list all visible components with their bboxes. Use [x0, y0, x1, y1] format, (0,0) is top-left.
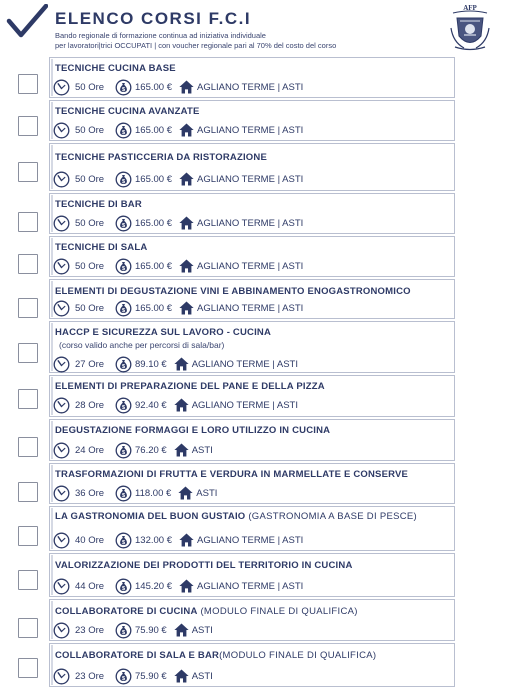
- course-name-text: HACCP E SICUREZZA SUL LAVORO - CUCINA: [55, 327, 272, 338]
- page-title: ELENCO CORSI F.C.I: [55, 9, 252, 28]
- course-price: 165.00 €: [135, 260, 172, 272]
- stopwatch-icon: [53, 215, 70, 232]
- money-bag-icon: [115, 356, 132, 373]
- page-subtitle: [55, 31, 435, 51]
- course-price: 92.40 €: [135, 399, 167, 411]
- stopwatch-icon: [53, 79, 70, 96]
- svg-text:$: $: [121, 307, 126, 314]
- money-bag-icon: [115, 622, 132, 639]
- course-card: [49, 279, 455, 319]
- course-location: AGLIANO TERME | ASTI: [191, 358, 298, 370]
- course-hours: 50 Ore: [75, 124, 105, 136]
- course-price: 75.90 €: [135, 624, 167, 636]
- course-checkbox[interactable]: [18, 482, 38, 502]
- house-icon: [172, 80, 194, 94]
- course-name-suffix: (MODULO FINALE DI QUALIFICA): [219, 650, 377, 661]
- course-hours: 40 Ore: [75, 534, 105, 546]
- course-hours: 23 Ore: [75, 670, 105, 682]
- course-hours: 23 Ore: [75, 624, 105, 636]
- course-name: [55, 63, 176, 74]
- course-name-text: TECNICHE DI SALA: [55, 242, 148, 253]
- house-icon: [172, 259, 194, 273]
- money-bag-icon: [115, 300, 132, 317]
- course-price: 75.90 €: [135, 670, 167, 682]
- money-bag-icon: [115, 171, 132, 188]
- course-location: AGLIANO TERME | ASTI: [196, 260, 304, 272]
- course-info: [53, 355, 298, 373]
- course-checkbox[interactable]: [18, 570, 38, 590]
- money-bag-icon: [115, 79, 132, 96]
- subtitle-line-2: per lavoratori|trici OCCUPATI | con voucher regionale pari al 70% del costo del corso: [55, 41, 337, 50]
- course-name: [55, 469, 408, 480]
- svg-text:$: $: [121, 585, 126, 592]
- house-icon: [167, 623, 189, 637]
- course-location: ASTI: [191, 670, 213, 682]
- course-price: 165.00 €: [135, 124, 172, 136]
- course-hours: 50 Ore: [75, 260, 105, 272]
- course-card: [49, 643, 455, 687]
- course-location: ASTI: [191, 624, 213, 636]
- course-name: [55, 242, 147, 253]
- course-info: [53, 214, 303, 232]
- course-info: [53, 577, 303, 595]
- house-icon: [172, 533, 194, 547]
- course-price: 165.00 €: [135, 173, 172, 185]
- course-card: [49, 57, 455, 98]
- stopwatch-icon: [53, 122, 70, 139]
- svg-text:$: $: [121, 449, 126, 456]
- page-header: [0, 0, 505, 56]
- course-name: [55, 152, 267, 163]
- course-location: AGLIANO TERME | ASTI: [196, 534, 304, 546]
- course-location: ASTI: [191, 444, 213, 456]
- course-card: [49, 236, 455, 277]
- course-name-text: ELEMENTI DI DEGUSTAZIONE VINI E ABBINAMENTO ENOGASTRONOMICO: [55, 286, 411, 297]
- course-checkbox[interactable]: [18, 212, 38, 232]
- svg-text:$: $: [121, 539, 126, 546]
- course-info: [53, 531, 303, 549]
- course-price: 132.00 €: [135, 534, 172, 546]
- course-checkbox[interactable]: [18, 389, 38, 409]
- money-bag-icon: [115, 397, 132, 414]
- course-checkbox[interactable]: [18, 618, 38, 638]
- house-icon: [172, 172, 194, 186]
- course-hours: 50 Ore: [75, 173, 105, 185]
- stopwatch-icon: [53, 258, 70, 275]
- course-card: [49, 506, 455, 551]
- course-price: 76.20 €: [135, 444, 167, 456]
- course-card: [49, 553, 455, 597]
- house-icon: [167, 357, 189, 371]
- course-name: [55, 650, 376, 661]
- course-checkbox[interactable]: [18, 437, 38, 457]
- course-name: [55, 560, 353, 571]
- course-location: AGLIANO TERME | ASTI: [196, 217, 304, 229]
- stopwatch-icon: [53, 622, 70, 639]
- course-checkbox[interactable]: [18, 254, 38, 274]
- logo: [447, 2, 493, 54]
- course-card: [49, 193, 455, 234]
- course-price: 89.10 €: [135, 358, 167, 370]
- course-name-text: TECNICHE CUCINA BASE: [55, 63, 176, 74]
- course-info: [53, 396, 298, 414]
- checkmark-icon: [6, 4, 48, 40]
- course-row: [0, 57, 505, 98]
- stopwatch-icon: [53, 668, 70, 685]
- course-hours: 50 Ore: [75, 81, 105, 93]
- course-info: [53, 299, 303, 317]
- stopwatch-icon: [53, 300, 70, 317]
- money-bag-icon: [115, 668, 132, 685]
- course-location: AGLIANO TERME | ASTI: [196, 302, 304, 314]
- course-info: [53, 121, 303, 139]
- course-name-suffix: (GASTRONOMIA A BASE DI PESCE): [245, 511, 418, 522]
- course-name: [55, 199, 142, 210]
- course-location: ASTI: [196, 487, 218, 499]
- house-icon: [172, 123, 194, 137]
- stopwatch-icon: [53, 397, 70, 414]
- svg-text:$: $: [121, 404, 126, 411]
- course-name-text: COLLABORATORE DI SALA E BAR: [55, 650, 220, 661]
- house-icon: [172, 579, 194, 593]
- house-icon: [172, 216, 194, 230]
- svg-text:$: $: [121, 492, 126, 499]
- course-location: AGLIANO TERME | ASTI: [196, 580, 304, 592]
- course-hours: 24 Ore: [75, 444, 105, 456]
- course-info: [53, 441, 213, 459]
- svg-text:$: $: [121, 265, 126, 272]
- stopwatch-icon: [53, 171, 70, 188]
- course-row: [0, 419, 505, 461]
- course-row: [0, 100, 505, 141]
- course-row: [0, 506, 505, 551]
- logo-text: AFP: [463, 4, 477, 12]
- course-hours: 28 Ore: [75, 399, 105, 411]
- stopwatch-icon: [53, 356, 70, 373]
- subtitle-line-1: Bando regionale di formazione continua ad iniziativa individuale: [55, 31, 266, 40]
- course-price: 145.20 €: [135, 580, 172, 592]
- course-card: [49, 599, 455, 641]
- course-name-text: TECNICHE PASTICCERIA DA RISTORAZIONE: [55, 152, 267, 163]
- logo-emblem-icon: [447, 2, 493, 54]
- course-checkbox[interactable]: [18, 162, 38, 182]
- course-name-text: TECNICHE DI BAR: [55, 199, 142, 210]
- course-row: [0, 463, 505, 504]
- course-info: [53, 484, 217, 502]
- course-location: AGLIANO TERME | ASTI: [191, 399, 298, 411]
- money-bag-icon: [115, 532, 132, 549]
- course-card: [49, 321, 455, 373]
- money-bag-icon: [115, 485, 132, 502]
- course-name-text: ELEMENTI DI PREPARAZIONE DEL PANE E DELLA PIZZA: [55, 381, 325, 392]
- course-checkbox[interactable]: [18, 298, 38, 318]
- course-row: [0, 321, 505, 373]
- stopwatch-icon: [53, 442, 70, 459]
- course-name-text: TECNICHE CUCINA AVANZATE: [55, 106, 200, 117]
- course-hours: 27 Ore: [75, 358, 105, 370]
- course-checkbox[interactable]: [18, 116, 38, 136]
- course-name-text: LA GASTRONOMIA DEL BUON GUSTAIO: [55, 511, 246, 522]
- course-card: [49, 463, 455, 504]
- course-hours: 50 Ore: [75, 302, 105, 314]
- course-name: [55, 606, 358, 617]
- course-row: [0, 143, 505, 191]
- course-name-suffix: (MODULO FINALE DI QUALIFICA): [197, 606, 358, 617]
- course-checkbox[interactable]: [18, 343, 38, 363]
- stopwatch-icon: [53, 485, 70, 502]
- money-bag-icon: [115, 122, 132, 139]
- course-info: [53, 78, 303, 96]
- course-info: [53, 621, 213, 639]
- course-name: [55, 286, 411, 297]
- svg-text:$: $: [121, 675, 126, 682]
- money-bag-icon: [115, 442, 132, 459]
- stopwatch-icon: [53, 578, 70, 595]
- course-name-text: DEGUSTAZIONE FORMAGGI E LORO UTILIZZO IN CUCINA: [55, 425, 331, 436]
- course-name: [55, 106, 199, 117]
- course-checkbox[interactable]: [18, 526, 38, 546]
- course-row: [0, 236, 505, 277]
- course-price: 165.00 €: [135, 217, 172, 229]
- course-row: [0, 279, 505, 319]
- house-icon: [167, 398, 189, 412]
- course-location: AGLIANO TERME | ASTI: [196, 124, 304, 136]
- course-checkbox[interactable]: [18, 658, 38, 678]
- course-card: [49, 143, 455, 191]
- course-card: [49, 100, 455, 141]
- course-card: [49, 419, 455, 461]
- course-info: [53, 170, 303, 188]
- house-icon: [167, 669, 189, 683]
- svg-text:$: $: [121, 629, 126, 636]
- house-icon: [167, 443, 189, 457]
- svg-text:$: $: [121, 363, 126, 370]
- course-location: AGLIANO TERME | ASTI: [196, 81, 304, 93]
- course-price: 118.00 €: [135, 487, 172, 499]
- course-row: [0, 643, 505, 687]
- course-price: 165.00 €: [135, 81, 172, 93]
- stopwatch-icon: [53, 532, 70, 549]
- money-bag-icon: [115, 215, 132, 232]
- course-name-text: VALORIZZAZIONE DEI PRODOTTI DEL TERRITORIO IN CUCINA: [55, 560, 353, 571]
- course-checkbox[interactable]: [18, 74, 38, 94]
- money-bag-icon: [115, 258, 132, 275]
- course-card: [49, 375, 455, 417]
- course-name: [55, 511, 417, 522]
- svg-text:$: $: [121, 86, 126, 93]
- course-row: [0, 599, 505, 641]
- course-price: 165.00 €: [135, 302, 172, 314]
- course-name: [55, 381, 325, 392]
- course-hours: 50 Ore: [75, 217, 105, 229]
- course-hours: 44 Ore: [75, 580, 105, 592]
- course-name: [55, 327, 271, 338]
- house-icon: [171, 486, 193, 500]
- course-name: [55, 425, 330, 436]
- money-bag-icon: [115, 578, 132, 595]
- course-row: [0, 193, 505, 234]
- svg-text:$: $: [121, 129, 126, 136]
- course-note: (corso valido anche per percorsi di sala/bar): [59, 340, 225, 350]
- svg-text:$: $: [121, 178, 126, 185]
- course-location: AGLIANO TERME | ASTI: [196, 173, 304, 185]
- course-info: [53, 257, 303, 275]
- course-hours: 36 Ore: [75, 487, 105, 499]
- house-icon: [172, 301, 194, 315]
- course-info: [53, 667, 213, 685]
- course-name-text: COLLABORATORE DI CUCINA: [55, 606, 198, 617]
- course-name-text: TRASFORMAZIONI DI FRUTTA E VERDURA IN MARMELLATE E CONSERVE: [55, 469, 409, 480]
- svg-text:$: $: [121, 222, 126, 229]
- course-row: [0, 553, 505, 597]
- course-row: [0, 375, 505, 417]
